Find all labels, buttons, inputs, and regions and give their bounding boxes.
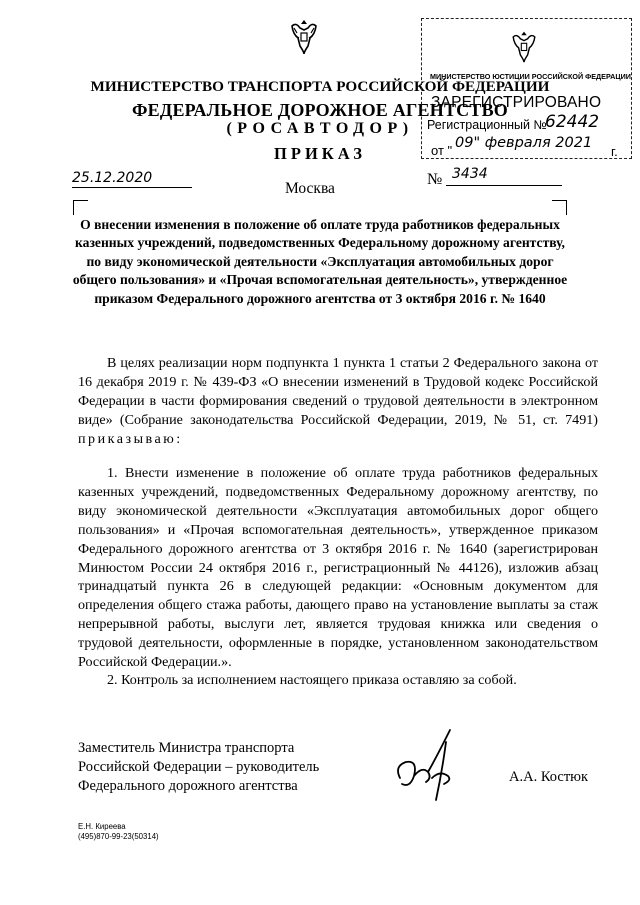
signatory-title-line: Федерального дорожного агентства <box>78 778 298 794</box>
executor-phone: (495)870-99-23(50314) <box>78 832 159 841</box>
coat-of-arms-icon <box>288 16 320 56</box>
order-date: 25.12.2020 <box>72 170 153 186</box>
preamble-paragraph <box>78 354 598 449</box>
signatory-title <box>78 739 319 796</box>
order-number-label: № <box>427 171 443 188</box>
agency-name: ФЕДЕРАЛЬНОЕ ДОРОЖНОЕ АГЕНТСТВО <box>132 100 508 120</box>
stamp-date-label: от " <box>431 143 453 158</box>
order-subject: О внесении изменения в положение об оплате труда работников федеральных казенных учреждений, подведомственных Федеральному дорожному агентству, по виду экономической деятельности «Эксплуатация автомобильных дорог общего пользования» и «Прочая вспомогательная деятельность», утвержденное приказом Федерального дорожного агентства от 3 октября 2016 г. № 1640 <box>72 217 568 306</box>
order-word: приказываю: <box>78 430 183 447</box>
stamp-date-suffix: г. <box>611 144 618 159</box>
stamp-registered: ЗАРЕГИСТРИРОВАНО <box>431 94 602 111</box>
stamp-reg-number-label: Регистрационный № <box>427 118 547 132</box>
order-date-underline <box>72 187 192 188</box>
agency-abbreviation: (РОСАВТОДОР) <box>226 120 414 137</box>
signatory-name: А.А. Костюк <box>509 769 589 785</box>
order-city: Москва <box>285 180 335 197</box>
executor-name: Е.Н. Киреева <box>78 822 126 831</box>
subject-bracket-left <box>73 200 88 215</box>
executor-info <box>78 822 159 842</box>
stamp-reg-number: 62442 <box>545 112 600 132</box>
signatory-title-line: Заместитель Министра транспорта <box>78 740 295 756</box>
order-number-underline <box>446 185 562 186</box>
subject-bracket-right <box>552 200 567 215</box>
handwritten-signature-icon <box>392 722 472 804</box>
order-item-1: 1. Внести изменение в положение об оплате труда работников федеральных казенных учреждений, подведомственных Федеральному дорожному агентству, по виду экономической деятельности «Эксплуатация автомобильных дорог общего пользования» и «Прочая вспомогательная деятельность», утвержденное приказом Федерального дорожного агентства от 3 октября 2016 г. № 1640 (зарегистрирован Минюстом России 24 октября 2016 г., регистрационный № 44126), изложив абзац тринадцатый пункта 26 в следующей редакции: «Основным документом для определения общего стажа работы, дающего право на установление выплаты за стаж непрерывной работы, выслуги лет, является трудовая книжка или сведения о трудовой деятельности, оформленные в порядке, установленном законодательством Российской Федерации.». <box>78 465 598 671</box>
order-number: 3434 <box>452 166 488 182</box>
stamp-date: 09" февраля 2021 <box>455 135 593 151</box>
document-type: ПРИКАЗ <box>274 144 366 163</box>
signatory-title-line: Российской Федерации – руководитель <box>78 759 320 775</box>
ministry-name: МИНИСТЕРСТВО ТРАНСПОРТА РОССИЙСКОЙ ФЕДЕРАЦИИ <box>90 78 550 95</box>
order-item-2: 2. Контроль за исполнением настоящего приказа оставляю за собой. <box>107 672 517 688</box>
stamp-authority: МИНИСТЕРСТВО ЮСТИЦИИ РОССИЙСКОЙ ФЕДЕРАЦИИ <box>430 72 631 81</box>
preamble-text: В целях реализации норм подпункта 1 пункта 1 статьи 2 Федерального закона от 16 декабря 2019 г. № 439-ФЗ «О внесении изменений в Трудовой кодекс Российской Федерации в части формирования сведений о трудовой деятельности в электронном виде» (Собрание законодательства Российской Федерации, 2019, № 51, ст. 7491) <box>78 355 598 428</box>
coat-of-arms-icon <box>509 28 539 64</box>
